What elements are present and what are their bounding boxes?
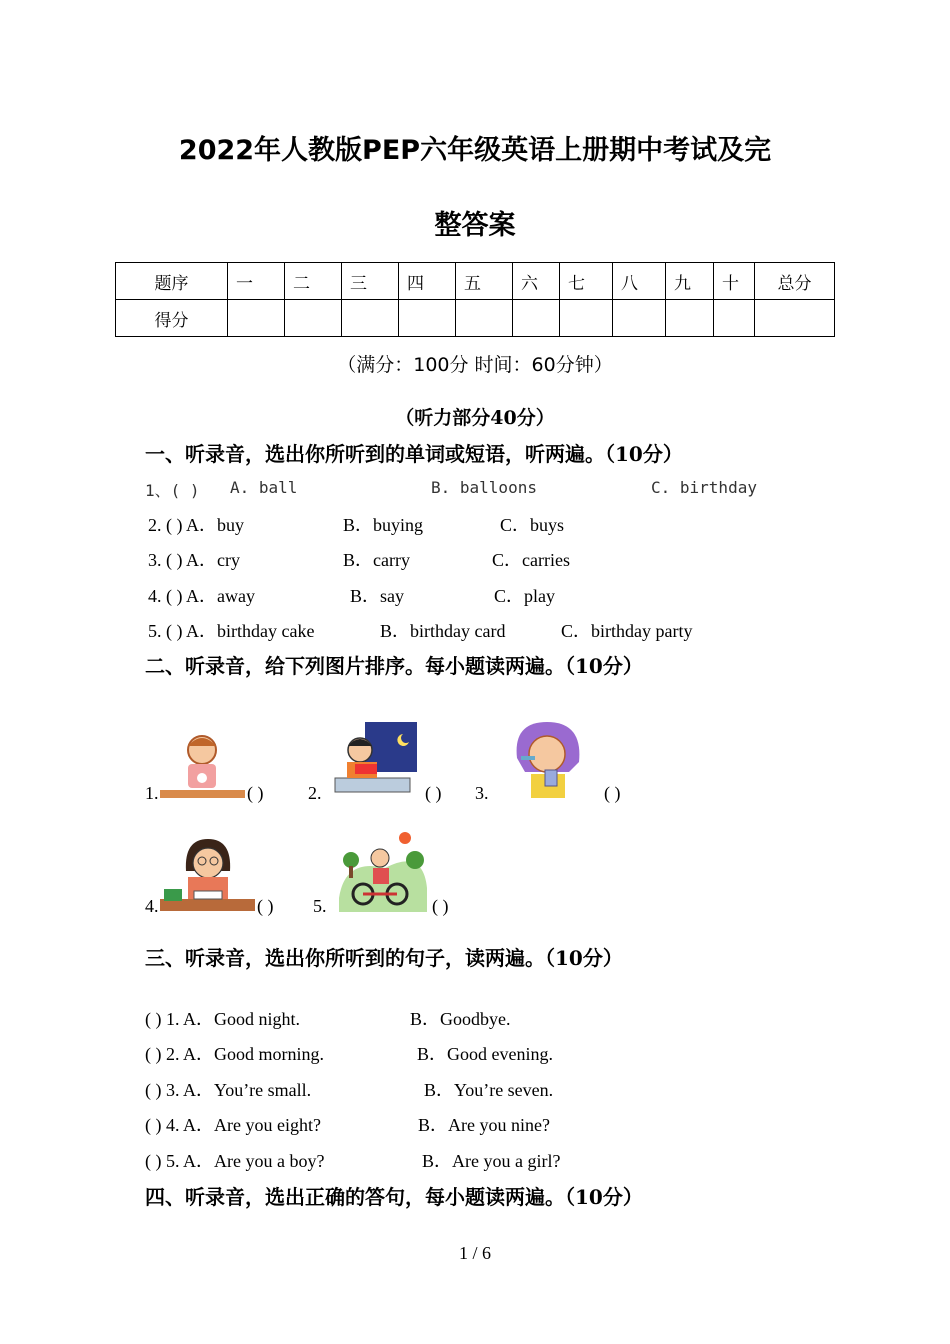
s1-q3-a: 3. ( ) A．cry xyxy=(148,550,240,570)
boy-cycling-picture xyxy=(335,828,430,913)
section3-heading: 三、听录音，选出你所听到的句子，读两遍。（10分） xyxy=(145,946,623,970)
s2-blank-4[interactable]: ( ) xyxy=(257,896,274,916)
s3-item-3-a: ( ) 3. A．You’re small. xyxy=(145,1080,312,1100)
score-input-cell[interactable] xyxy=(342,300,399,337)
score-input-cell[interactable] xyxy=(560,300,613,337)
score-cell: 九 xyxy=(666,263,714,300)
s3-item-3-b: B．You’re seven. xyxy=(424,1080,554,1100)
s2-blank-3[interactable]: ( ) xyxy=(604,783,621,803)
score-cell: 八 xyxy=(613,263,666,300)
doc-title-line1: 2022年人教版PEP六年级英语上册期中考试及完 xyxy=(178,135,772,166)
score-cell: 十 xyxy=(714,263,755,300)
s1-q5-a: 5. ( ) A．birthday cake xyxy=(148,621,315,641)
score-input-cell[interactable] xyxy=(666,300,714,337)
s1-q1-b: B. balloons xyxy=(431,478,537,497)
s1-q1-num: 1、( ) xyxy=(145,481,200,500)
s1-q5-c: C．birthday party xyxy=(561,621,693,641)
s2-num-2: 2. xyxy=(308,783,322,803)
s1-q2-a: 2. ( ) A．buy xyxy=(148,515,244,535)
s3-item-5-b: B．Are you a girl? xyxy=(422,1151,561,1171)
score-cell: 三 xyxy=(342,263,399,300)
score-cell: 二 xyxy=(285,263,342,300)
s2-num-4: 4. xyxy=(145,896,159,916)
score-input-cell[interactable] xyxy=(755,300,835,337)
boy-reading-night-picture xyxy=(325,720,420,802)
s2-blank-5[interactable]: ( ) xyxy=(432,896,449,916)
child-eating-picture xyxy=(160,730,245,800)
s1-q3-b: B．carry xyxy=(343,550,410,570)
s3-item-4-a: ( ) 4. A．Are you eight? xyxy=(145,1115,321,1135)
score-cell: 得分 xyxy=(116,300,228,337)
s3-item-4-b: B．Are you nine? xyxy=(418,1115,550,1135)
s2-blank-1[interactable]: ( ) xyxy=(247,783,264,803)
section2-heading: 二、听录音，给下列图片排序。每小题读两遍。（10分） xyxy=(145,654,643,678)
section4-heading: 四、听录音，选出正确的答句，每小题读两遍。（10分） xyxy=(145,1185,643,1209)
score-input-cell[interactable] xyxy=(513,300,560,337)
s1-q5-b: B．birthday card xyxy=(380,621,506,641)
girl-brushing-teeth-picture xyxy=(505,718,585,800)
s2-num-5: 5. xyxy=(313,896,327,916)
s1-q3-c: C．carries xyxy=(492,550,570,570)
s3-item-2-b: B．Good evening. xyxy=(417,1044,553,1064)
s2-blank-2[interactable]: ( ) xyxy=(425,783,442,803)
listening-label: （听力部分40分） xyxy=(395,407,555,429)
s3-item-1-b: B．Goodbye. xyxy=(410,1009,511,1029)
page-number: 1 / 6 xyxy=(458,1243,491,1263)
score-input-cell[interactable] xyxy=(399,300,456,337)
score-cell: 六 xyxy=(513,263,560,300)
score-cell: 五 xyxy=(456,263,513,300)
s3-item-5-a: ( ) 5. A．Are you a boy? xyxy=(145,1151,325,1171)
woman-writing-picture xyxy=(160,835,255,913)
s2-num-1: 1. xyxy=(145,783,159,803)
s1-q4-b: B．say xyxy=(350,586,404,606)
score-input-cell[interactable] xyxy=(714,300,755,337)
score-cell: 题序 xyxy=(116,263,228,300)
score-cell: 七 xyxy=(560,263,613,300)
score-table-header-row xyxy=(116,263,835,300)
s1-q1-a: A. ball xyxy=(230,478,298,497)
full-marks-note: （满分：100分 时间：60分钟） xyxy=(337,354,613,376)
score-table-score-row xyxy=(116,300,835,337)
section1-heading: 一、听录音，选出你所听到的单词或短语，听两遍。（10分） xyxy=(145,442,683,466)
s3-item-2-a: ( ) 2. A．Good morning. xyxy=(145,1044,324,1064)
s1-q4-c: C．play xyxy=(494,586,555,606)
score-input-cell[interactable] xyxy=(456,300,513,337)
score-input-cell[interactable] xyxy=(613,300,666,337)
s1-q4-a: 4. ( ) A．away xyxy=(148,586,255,606)
s1-q2-c: C．buys xyxy=(500,515,565,535)
doc-title-line2: 整答案 xyxy=(434,210,516,241)
s1-q2-b: B．buying xyxy=(343,515,424,535)
score-input-cell[interactable] xyxy=(228,300,285,337)
score-cell: 总分 xyxy=(755,263,835,300)
s3-item-1-a: ( ) 1. A．Good night. xyxy=(145,1009,300,1029)
s1-q1-c: C. birthday xyxy=(651,478,757,497)
score-input-cell[interactable] xyxy=(285,300,342,337)
score-cell: 一 xyxy=(228,263,285,300)
score-cell: 四 xyxy=(399,263,456,300)
score-table xyxy=(115,262,835,337)
s2-num-3: 3. xyxy=(475,783,489,803)
